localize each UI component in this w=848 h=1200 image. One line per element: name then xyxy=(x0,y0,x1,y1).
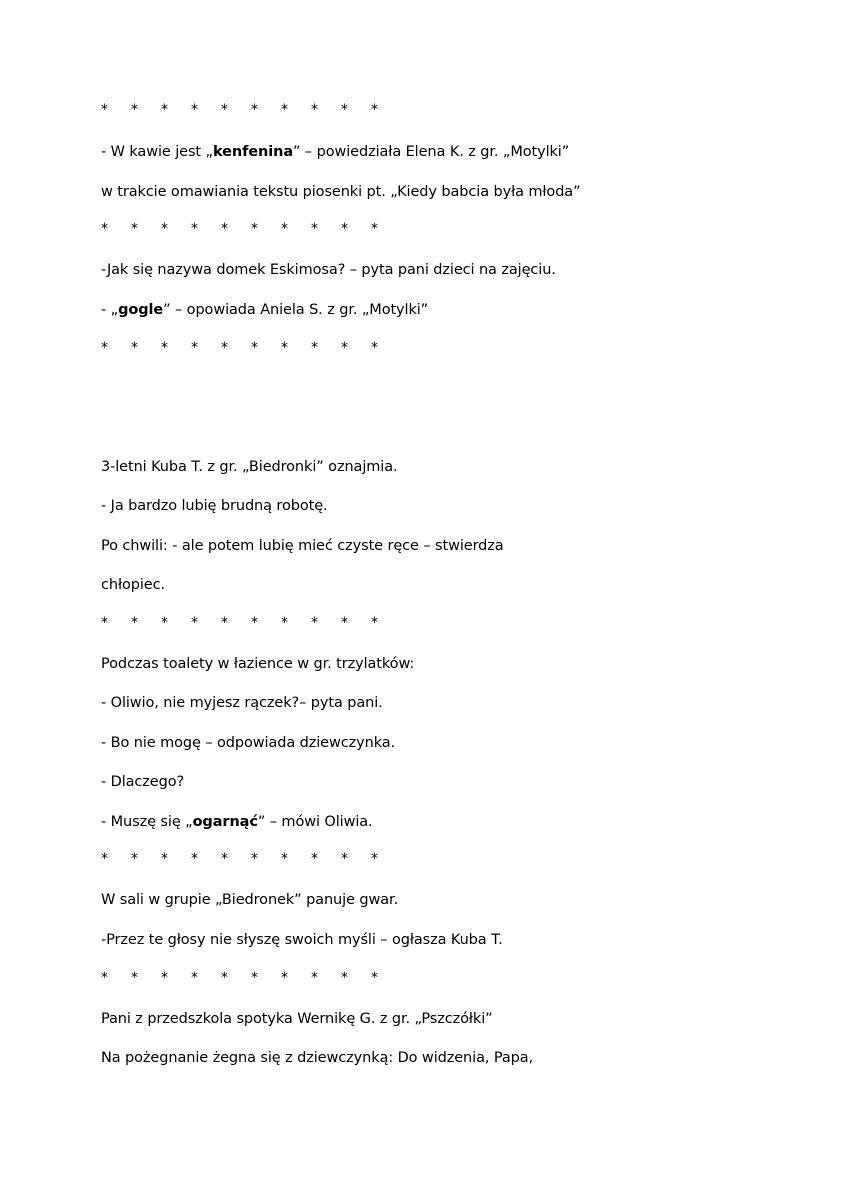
separator-star: * xyxy=(101,102,108,118)
text-line: - Oliwio, nie myjesz rączek?– pyta pani. xyxy=(101,695,383,711)
separator-star: * xyxy=(221,970,228,986)
separator-star: * xyxy=(311,221,318,237)
separator-star: * xyxy=(371,615,378,631)
separator-stars xyxy=(101,339,401,357)
separator-star: * xyxy=(251,340,258,356)
separator-star: * xyxy=(131,851,138,867)
separator-star: * xyxy=(161,340,168,356)
separator-star: * xyxy=(221,221,228,237)
text-line: W sali w grupie „Biedronek” panuje gwar. xyxy=(101,892,399,908)
separator-star: * xyxy=(221,340,228,356)
text-line: Pani z przedszkola spotyka Wernikę G. z gr. „Pszczółki” xyxy=(101,1011,493,1027)
text-line: chłopiec. xyxy=(101,577,165,593)
separator-star: * xyxy=(101,615,108,631)
separator-star: * xyxy=(371,102,378,118)
separator-star: * xyxy=(341,615,348,631)
separator-star: * xyxy=(191,615,198,631)
separator-stars xyxy=(101,850,401,868)
bold-word: gogle xyxy=(118,302,164,318)
separator-star: * xyxy=(161,851,168,867)
separator-star: * xyxy=(281,221,288,237)
separator-star: * xyxy=(341,970,348,986)
separator-stars xyxy=(101,614,401,632)
separator-star: * xyxy=(251,851,258,867)
separator-star: * xyxy=(131,102,138,118)
text-line: Na pożegnanie żegna się z dziewczynką: Do widzenia, Papa, xyxy=(101,1050,534,1066)
separator-star: * xyxy=(341,851,348,867)
text-line: 3-letni Kuba T. z gr. „Biedronki” oznajmia. xyxy=(101,459,398,475)
separator-star: * xyxy=(221,851,228,867)
separator-star: * xyxy=(281,851,288,867)
separator-star: * xyxy=(341,340,348,356)
separator-star: * xyxy=(311,970,318,986)
text-line: - Bo nie mogę – odpowiada dziewczynka. xyxy=(101,735,396,751)
text-line: Po chwili: - ale potem lubię mieć czyste ręce – stwierdza xyxy=(101,538,504,554)
separator-star: * xyxy=(101,340,108,356)
separator-star: * xyxy=(101,970,108,986)
separator-star: * xyxy=(161,102,168,118)
separator-star: * xyxy=(251,102,258,118)
separator-star: * xyxy=(191,970,198,986)
text-line: -Jak się nazywa domek Eskimosa? – pyta pani dzieci na zajęciu. xyxy=(101,262,556,278)
separator-star: * xyxy=(101,851,108,867)
separator-star: * xyxy=(131,970,138,986)
separator-star: * xyxy=(311,851,318,867)
separator-star: * xyxy=(161,615,168,631)
bold-word: ogarnąć xyxy=(192,814,258,830)
separator-star: * xyxy=(251,615,258,631)
separator-star: * xyxy=(101,221,108,237)
separator-stars xyxy=(101,220,401,238)
separator-star: * xyxy=(161,221,168,237)
separator-star: * xyxy=(251,970,258,986)
separator-star: * xyxy=(311,340,318,356)
bold-word: kenfenina xyxy=(212,144,294,160)
separator-star: * xyxy=(191,221,198,237)
text-line: - Muszę się „ogarnąć” – mówi Oliwia. xyxy=(101,814,373,830)
separator-star: * xyxy=(131,221,138,237)
separator-star: * xyxy=(371,970,378,986)
separator-star: * xyxy=(311,102,318,118)
separator-star: * xyxy=(221,615,228,631)
separator-stars xyxy=(101,969,401,987)
separator-star: * xyxy=(281,102,288,118)
separator-star: * xyxy=(281,970,288,986)
separator-star: * xyxy=(341,221,348,237)
text-line: Podczas toalety w łazience w gr. trzylatków: xyxy=(101,656,415,672)
separator-star: * xyxy=(191,102,198,118)
text-line: - Ja bardzo lubię brudną robotę. xyxy=(101,498,328,514)
separator-star: * xyxy=(281,340,288,356)
text-line: -Przez te głosy nie słyszę swoich myśli – ogłasza Kuba T. xyxy=(101,932,503,948)
separator-star: * xyxy=(371,221,378,237)
separator-star: * xyxy=(371,851,378,867)
separator-star: * xyxy=(251,221,258,237)
separator-star: * xyxy=(311,615,318,631)
text-line: - W kawie jest „kenfenina” – powiedziała Elena K. z gr. „Motylki” xyxy=(101,144,570,160)
text-line: - „gogle” – opowiada Aniela S. z gr. „Motylki” xyxy=(101,302,429,318)
separator-star: * xyxy=(131,615,138,631)
separator-star: * xyxy=(341,102,348,118)
separator-star: * xyxy=(281,615,288,631)
separator-star: * xyxy=(191,340,198,356)
separator-star: * xyxy=(191,851,198,867)
separator-star: * xyxy=(371,340,378,356)
separator-star: * xyxy=(221,102,228,118)
separator-star: * xyxy=(161,970,168,986)
text-line: w trakcie omawiania tekstu piosenki pt. „Kiedy babcia była młoda” xyxy=(101,184,581,200)
separator-star: * xyxy=(131,340,138,356)
separator-stars xyxy=(101,101,401,119)
text-line: - Dlaczego? xyxy=(101,774,185,790)
